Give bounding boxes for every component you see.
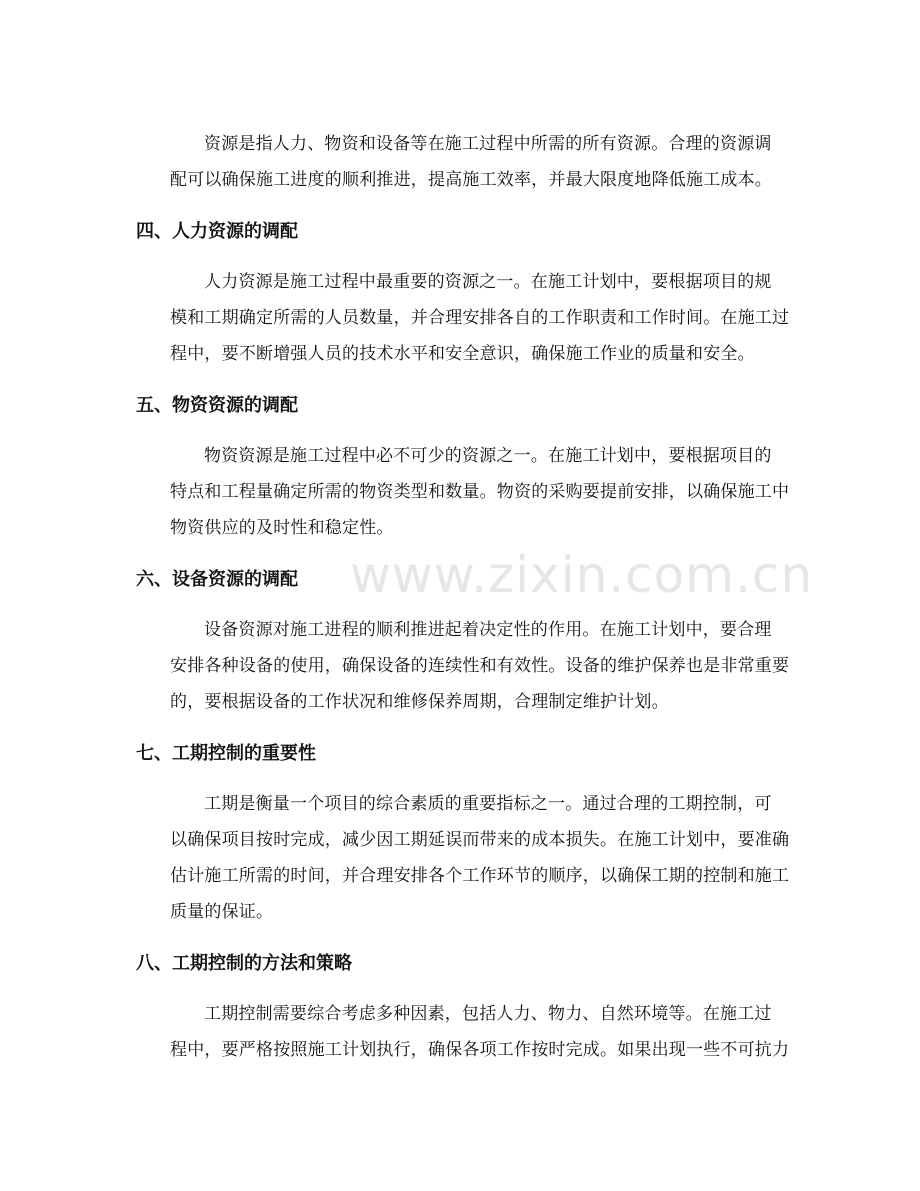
paragraph-line: 估计施工所需的时间，并合理安排各个工作环节的顺序，以确保工期的控制和施工: [170, 866, 790, 886]
section-paragraph: [136, 786, 790, 930]
watermark-text: www.zixin.com.cn: [350, 546, 814, 604]
paragraph-line: 工期是衡量一个项目的综合素质的重要指标之一。通过合理的工期控制，可: [204, 794, 772, 814]
paragraph-line: 特点和工程量确定所需的物资类型和数量。物资的采购要提前安排，以确保施工中: [170, 482, 790, 502]
paragraph-line: 程中，要不断增强人员的技术水平和安全意识，确保施工作业的质量和安全。: [170, 344, 755, 364]
paragraph-line: 人力资源是施工过程中最重要的资源之一。在施工计划中，要根据项目的规: [204, 272, 772, 292]
paragraph-line: 安排各种设备的使用，确保设备的连续性和有效性。设备的维护保养也是非常重要: [170, 656, 790, 676]
paragraph-line: 物资资源是施工过程中必不可少的资源之一。在施工计划中，要根据项目的: [204, 446, 772, 466]
section-heading: 七、工期控制的重要性: [136, 743, 316, 764]
section-heading: 五、物资资源的调配: [136, 395, 298, 416]
section-paragraph: [136, 996, 790, 1068]
section-heading: 四、人力资源的调配: [136, 221, 298, 242]
paragraph-line: 程中，要严格按照施工计划执行，确保各项工作按时完成。如果出现一些不可抗力: [170, 1040, 790, 1060]
section-paragraph: [136, 612, 790, 720]
paragraph-line: 质量的保证。: [170, 902, 274, 922]
section-heading: 八、工期控制的方法和策略: [136, 953, 352, 974]
intro-paragraph: [136, 126, 786, 198]
paragraph-line: 的，要根据设备的工作状况和维修保养周期，合理制定维护计划。: [170, 692, 669, 712]
section-heading: 六、设备资源的调配: [136, 569, 298, 590]
paragraph-line: 以确保项目按时完成，减少因工期延误而带来的成本损失。在施工计划中，要准确: [170, 830, 790, 850]
paragraph-line: 资源是指人力、物资和设备等在施工过程中所需的所有资源。合理的资源调: [204, 134, 772, 154]
paragraph-line: 工期控制需要综合考虑多种因素，包括人力、物力、自然环境等。在施工过: [204, 1004, 772, 1024]
section-paragraph: [136, 264, 790, 372]
paragraph-line: 模和工期确定所需的人员数量，并合理安排各自的工作职责和工作时间。在施工过: [170, 308, 790, 328]
paragraph-line: 配可以确保施工进度的顺利推进，提高施工效率，并最大限度地降低施工成本。: [170, 170, 772, 190]
section-paragraph: [136, 438, 790, 546]
paragraph-line: 物资供应的及时性和稳定性。: [170, 518, 394, 538]
document-body: [136, 126, 790, 1068]
paragraph-line: 设备资源对施工进程的顺利推进起着决定性的作用。在施工计划中，要合理: [204, 620, 772, 640]
